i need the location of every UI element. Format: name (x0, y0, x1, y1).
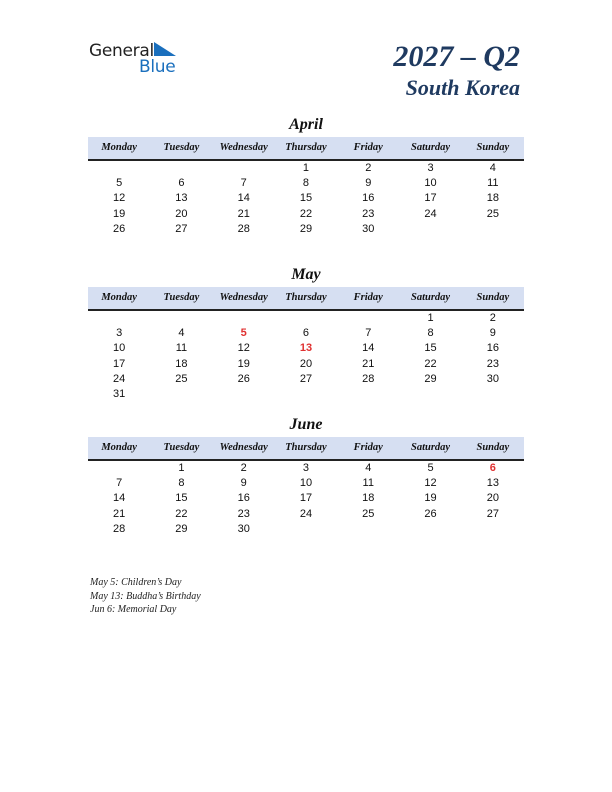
day-cell: 15 (299, 192, 313, 205)
weekday-label: Monday (101, 292, 137, 303)
day-cell: 10 (113, 342, 126, 355)
day-cell: 21 (113, 507, 126, 520)
weekday-label: Wednesday (219, 142, 268, 153)
day-cell: 23 (362, 207, 375, 220)
day-cell (88, 311, 150, 326)
day-cell: 16 (486, 342, 499, 355)
day-cell: 27 (486, 507, 499, 520)
day-cell: 14 (113, 492, 126, 505)
day-cell: 10 (299, 477, 313, 490)
day-cell: 22 (299, 207, 313, 220)
week-row (88, 207, 524, 222)
day-cell: 9 (489, 327, 496, 340)
day-cell: 6 (178, 177, 185, 190)
weekday-label: Tuesday (163, 142, 200, 153)
weekday-header (88, 287, 524, 311)
day-cell: 13 (175, 192, 188, 205)
week-row (88, 461, 524, 476)
weekday-label: Thursday (285, 292, 327, 303)
holiday-note: May 5: Children’s Day (90, 577, 182, 588)
brand-logo (89, 41, 189, 77)
day-cell: 10 (424, 177, 437, 190)
logo-text-blue: Blue (139, 57, 176, 77)
week-row (88, 372, 524, 387)
day-cell: 15 (175, 492, 188, 505)
day-cell: 11 (175, 342, 188, 355)
weekday-label: Wednesday (219, 442, 268, 453)
day-cell: 3 (116, 327, 123, 340)
day-cell: 7 (240, 177, 247, 190)
day-cell: 21 (362, 357, 375, 370)
day-cell: 17 (113, 357, 126, 370)
day-cell: 25 (486, 207, 499, 220)
holiday-notes (90, 576, 201, 617)
month-title: June (289, 416, 323, 433)
weekday-label: Friday (353, 442, 383, 453)
day-cell: 25 (175, 372, 188, 385)
day-cell: 14 (362, 342, 375, 355)
week-row (88, 357, 524, 372)
day-cell: 12 (113, 192, 126, 205)
weekday-header (88, 437, 524, 461)
day-cell (462, 222, 524, 237)
day-cell: 8 (302, 177, 310, 190)
month-title: April (289, 116, 323, 133)
day-cell: 18 (486, 192, 499, 205)
day-cell (88, 161, 150, 176)
day-cell: 17 (299, 492, 313, 505)
day-cell: 11 (487, 177, 499, 190)
day-cell: 16 (362, 192, 375, 205)
day-cell: 4 (365, 462, 372, 474)
day-grid (88, 161, 524, 237)
week-row (88, 507, 524, 522)
day-cell: 2 (489, 312, 496, 324)
weekday-label: Sunday (476, 442, 510, 453)
day-cell: 27 (175, 222, 188, 235)
day-cell: 17 (424, 192, 437, 205)
day-cell-holiday: 5 (240, 327, 247, 340)
day-cell: 9 (365, 177, 372, 190)
holiday-note: May 13: Buddha’s Birthday (90, 590, 201, 602)
day-cell (399, 222, 461, 237)
day-cell: 29 (424, 372, 437, 385)
day-cell: 12 (424, 477, 437, 490)
day-cell: 1 (427, 312, 434, 324)
day-cell: 20 (299, 357, 313, 370)
day-cell (275, 387, 337, 402)
week-row (88, 326, 524, 341)
holiday-note: Jun 6: Memorial Day (90, 604, 177, 615)
day-cell (88, 461, 150, 476)
week-row (88, 341, 524, 356)
day-cell: 30 (486, 372, 499, 385)
week-row (88, 161, 524, 176)
weekday-label: Tuesday (163, 442, 200, 453)
weekday-label: Friday (353, 142, 383, 153)
day-cell (399, 522, 461, 537)
weekday-label: Sunday (476, 292, 510, 303)
day-cell: 24 (424, 207, 437, 220)
day-cell (337, 311, 399, 326)
month-title: May (291, 266, 321, 283)
week-row (88, 491, 524, 506)
day-cell: 25 (362, 507, 375, 520)
day-cell (213, 387, 275, 402)
day-grid (88, 461, 524, 537)
day-cell: 19 (237, 357, 250, 370)
day-cell: 18 (175, 357, 188, 370)
day-cell: 21 (237, 207, 250, 220)
day-cell: 8 (178, 477, 185, 490)
day-cell: 15 (424, 342, 437, 355)
day-cell: 13 (486, 477, 499, 490)
logo-text-general: General (89, 41, 154, 61)
day-grid (88, 311, 524, 402)
day-cell: 28 (362, 372, 375, 385)
day-cell (150, 161, 212, 176)
weekday-label: Wednesday (219, 292, 268, 303)
day-cell (337, 387, 399, 402)
day-cell (213, 311, 275, 326)
day-cell (399, 387, 461, 402)
day-cell: 19 (113, 207, 126, 220)
day-cell: 7 (365, 327, 372, 340)
day-cell: 31 (113, 387, 126, 400)
day-cell: 18 (362, 492, 375, 505)
day-cell: 29 (299, 222, 313, 235)
day-cell (337, 522, 399, 537)
day-cell: 26 (113, 222, 126, 235)
day-cell: 26 (237, 372, 250, 385)
day-cell: 3 (427, 162, 434, 174)
day-cell: 30 (362, 222, 375, 235)
page-subtitle: South Korea (405, 75, 520, 100)
day-cell: 1 (302, 162, 310, 174)
day-cell: 22 (175, 507, 188, 520)
day-cell: 16 (237, 492, 250, 505)
weekday-label: Saturday (411, 292, 451, 303)
day-cell: 3 (302, 462, 310, 474)
day-cell (462, 522, 524, 537)
day-cell: 19 (424, 492, 437, 505)
day-cell: 28 (237, 222, 250, 235)
day-cell: 26 (424, 507, 437, 520)
day-cell: 14 (237, 192, 250, 205)
day-cell-holiday: 13 (299, 342, 313, 355)
weekday-label: Saturday (411, 442, 451, 453)
weekday-label: Saturday (411, 142, 451, 153)
day-cell: 23 (237, 507, 250, 520)
weekday-label: Friday (353, 292, 383, 303)
day-cell: 20 (486, 492, 499, 505)
day-cell: 24 (113, 372, 126, 385)
day-cell: 9 (240, 477, 247, 490)
day-cell (150, 387, 212, 402)
day-cell: 4 (489, 162, 496, 174)
weekday-label: Monday (101, 142, 137, 153)
day-cell: 2 (365, 162, 372, 174)
week-row (88, 522, 524, 537)
day-cell: 2 (240, 462, 247, 474)
day-cell: 24 (299, 507, 313, 520)
day-cell-holiday: 6 (489, 462, 496, 474)
week-row (88, 222, 524, 237)
weekday-label: Thursday (285, 142, 327, 153)
day-cell: 7 (116, 477, 123, 490)
day-cell (275, 522, 337, 537)
day-cell: 12 (237, 342, 250, 355)
day-cell: 8 (427, 327, 434, 340)
day-cell (462, 387, 524, 402)
day-cell: 20 (175, 207, 188, 220)
week-row (88, 311, 524, 326)
weekday-label: Sunday (476, 142, 510, 153)
day-cell: 23 (486, 357, 499, 370)
day-cell: 29 (175, 522, 188, 535)
weekday-label: Tuesday (163, 292, 200, 303)
page-title: 2027 – Q2 (393, 40, 520, 73)
day-cell (275, 311, 337, 326)
weekday-label: Monday (101, 442, 137, 453)
week-row (88, 476, 524, 491)
day-cell: 6 (302, 327, 310, 340)
day-cell: 11 (362, 477, 374, 490)
week-row (88, 191, 524, 206)
weekday-label: Thursday (285, 442, 327, 453)
day-cell: 5 (427, 462, 434, 474)
day-cell (150, 311, 212, 326)
week-row (88, 387, 524, 402)
day-cell: 27 (299, 372, 313, 385)
day-cell: 28 (113, 522, 126, 535)
logo-triangle-icon (154, 42, 176, 58)
day-cell: 22 (424, 357, 437, 370)
day-cell: 5 (116, 177, 123, 190)
weekday-header (88, 137, 524, 161)
day-cell: 30 (237, 522, 250, 535)
day-cell: 1 (178, 462, 185, 474)
day-cell: 4 (178, 327, 185, 340)
day-cell (213, 161, 275, 176)
week-row (88, 176, 524, 191)
